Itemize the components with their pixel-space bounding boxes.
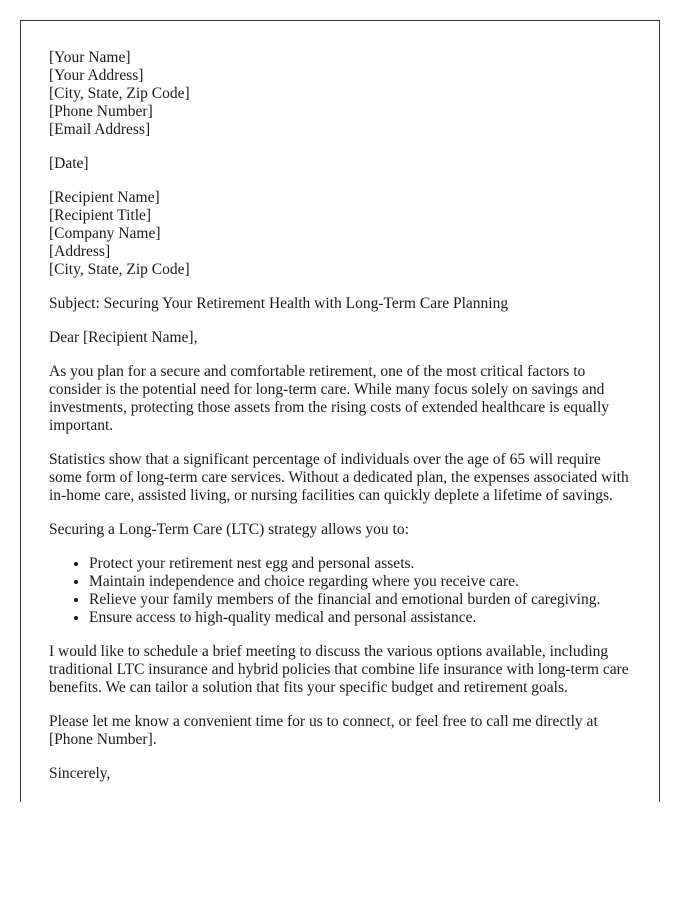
benefit-item: • Relieve your family members of the financial and emotional burden of caregiving. [89, 591, 634, 609]
benefit-item: • Maintain independence and choice regarding where you receive care. [89, 573, 634, 591]
recipient-city-state-zip: [City, State, Zip Code] [49, 261, 190, 278]
paragraph-meeting: I would like to schedule a brief meeting to discuss the various options available, including traditional LTC insurance and hybrid policies that combine life insurance with long-term care benefits. We can tailor a solution that fits your specific budget and retirement goals. [49, 643, 629, 696]
date-block [49, 155, 634, 173]
recipient-company: [Company Name] [49, 225, 161, 242]
benefits-list [49, 555, 634, 627]
sender-email: [Email Address] [49, 121, 151, 138]
sender-city-state-zip: [City, State, Zip Code] [49, 85, 190, 102]
benefit-item: • Protect your retirement nest egg and personal assets. [89, 555, 634, 573]
letter-date: [Date] [49, 155, 89, 172]
letter-content [49, 49, 634, 799]
paragraph-intro: As you plan for a secure and comfortable retirement, one of the most critical factors to consider is the potential need for long-term care. While many focus solely on savings and investments, protecting those assets from the rising costs of extended healthcare is equally important. [49, 363, 610, 434]
benefit-item: • Ensure access to high-quality medical and personal assistance. [89, 609, 634, 627]
recipient-title: [Recipient Title] [49, 207, 152, 224]
sender-name: [Your Name] [49, 49, 131, 66]
sender-phone: [Phone Number] [49, 103, 153, 120]
paragraph-statistics: Statistics show that a significant percentage of individuals over the age of 65 will require some form of long-term care services. Without a dedicated plan, the expenses associated with in-home care, assisted living, or nursing facilities can quickly deplete a lifetime of savings. [49, 451, 629, 504]
subject-line: Subject: Securing Your Retirement Health with Long-Term Care Planning [49, 295, 509, 312]
salutation: Dear [Recipient Name], [49, 329, 198, 346]
recipient-name: [Recipient Name] [49, 189, 160, 206]
paragraph-ltc-lead: Securing a Long-Term Care (LTC) strategy allows you to: [49, 521, 409, 538]
sender-address: [Your Address] [49, 67, 144, 84]
paragraph-contact: Please let me know a convenient time for us to connect, or feel free to call me directly at [Phone Number]. [49, 713, 598, 748]
letter-page [20, 20, 660, 802]
sender-block [49, 49, 634, 139]
signoff: Sincerely, [49, 765, 111, 782]
recipient-block [49, 189, 634, 279]
recipient-address: [Address] [49, 243, 111, 260]
